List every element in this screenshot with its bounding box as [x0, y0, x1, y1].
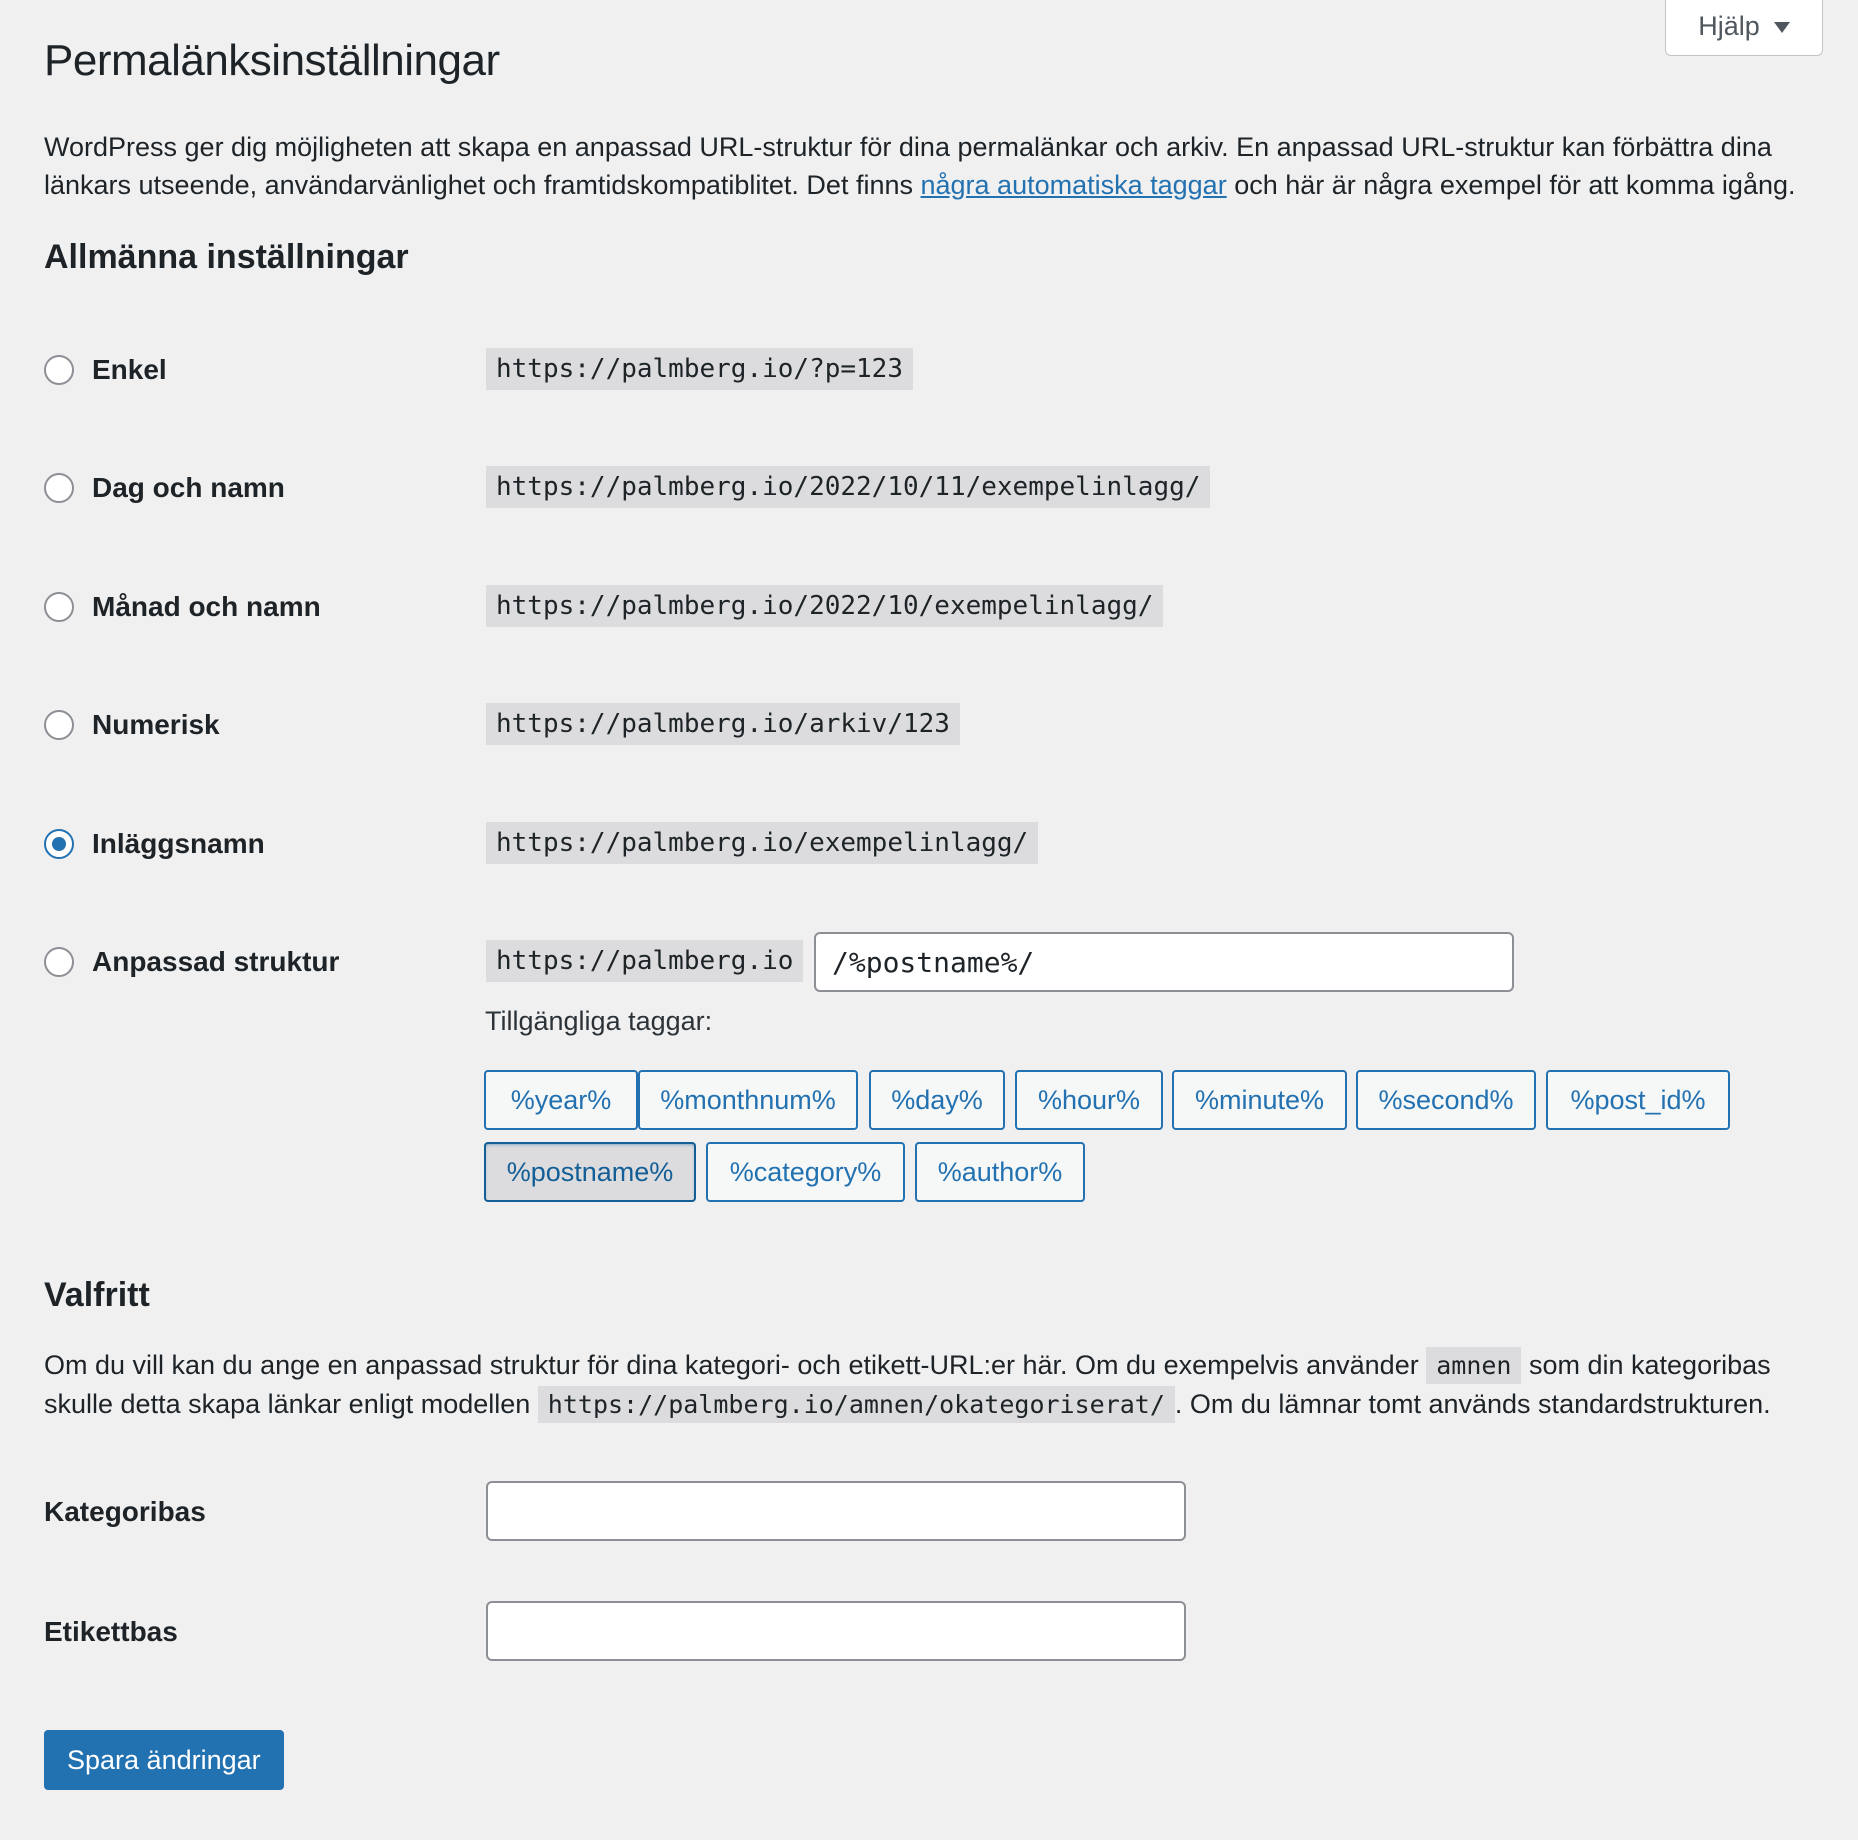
example-category-url: https://palmberg.io/amnen/okategoriserat/	[538, 1386, 1175, 1423]
general-settings-heading: Allmänna inställningar	[44, 238, 409, 276]
option-row-post-name	[44, 824, 265, 864]
option-row-custom	[44, 942, 339, 982]
intro-text	[44, 128, 1834, 204]
tag-button-day[interactable]: %day%	[869, 1070, 1005, 1130]
intro-text-part: och här är några exempel för att komma igång.	[1226, 170, 1796, 200]
category-base-label: Kategoribas	[44, 1496, 206, 1527]
optional-description	[44, 1346, 1834, 1424]
tag-button-postname[interactable]: %postname%	[484, 1142, 696, 1202]
tag-button-minute[interactable]: %minute%	[1172, 1070, 1347, 1130]
tag-button-monthnum[interactable]: %monthnum%	[638, 1070, 858, 1130]
custom-structure-input[interactable]	[814, 932, 1514, 992]
radio-month-name[interactable]	[44, 592, 74, 622]
option-row-plain	[44, 350, 167, 390]
radio-label-month-name[interactable]: Månad och namn	[92, 591, 321, 622]
example-category-base: amnen	[1426, 1347, 1521, 1384]
optional-desc-part: . Om du lämnar tomt används standardstrukturen.	[1174, 1389, 1771, 1419]
tag-button-post-id[interactable]: %post_id%	[1546, 1070, 1730, 1130]
radio-label-plain[interactable]: Enkel	[92, 354, 167, 385]
radio-plain[interactable]	[44, 355, 74, 385]
optional-desc-part: Om du vill kan du ange en anpassad struktur för dina kategori- och etikett-URL:er här. Om du exempelvis använder	[44, 1350, 1427, 1380]
optional-heading: Valfritt	[44, 1276, 150, 1314]
radio-label-custom[interactable]: Anpassad struktur	[92, 946, 340, 977]
tag-base-input[interactable]	[486, 1601, 1186, 1661]
tag-base-label: Etikettbas	[44, 1616, 178, 1647]
help-tab-button[interactable]	[1665, 0, 1823, 56]
page-title: Permalänksinställningar	[44, 36, 500, 85]
tag-button-category[interactable]: %category%	[706, 1142, 905, 1202]
radio-selected-dot	[52, 837, 66, 851]
option-row-day-name	[44, 468, 285, 508]
option-row-month-name	[44, 587, 321, 627]
caret-down-icon	[1774, 22, 1790, 33]
radio-day-name[interactable]	[44, 473, 74, 503]
tag-button-second[interactable]: %second%	[1356, 1070, 1536, 1130]
category-base-input[interactable]	[486, 1481, 1186, 1541]
tag-button-hour[interactable]: %hour%	[1015, 1070, 1163, 1130]
example-url-post-name: https://palmberg.io/exempelinlagg/	[486, 822, 1038, 864]
custom-structure-prefix: https://palmberg.io	[486, 940, 803, 982]
example-url-month-name: https://palmberg.io/2022/10/exempelinlagg/	[486, 585, 1163, 627]
available-tags-label: Tillgängliga taggar:	[485, 1006, 713, 1036]
option-row-numeric	[44, 705, 220, 745]
example-url-plain: https://palmberg.io/?p=123	[486, 348, 913, 390]
radio-post-name[interactable]	[44, 829, 74, 859]
tag-button-year[interactable]: %year%	[484, 1070, 638, 1130]
radio-custom[interactable]	[44, 947, 74, 977]
automatic-tags-link[interactable]: några automatiska taggar	[920, 170, 1227, 200]
tag-button-author[interactable]: %author%	[915, 1142, 1085, 1202]
radio-label-numeric[interactable]: Numerisk	[92, 709, 220, 740]
radio-label-post-name[interactable]: Inläggsnamn	[92, 828, 265, 859]
radio-numeric[interactable]	[44, 710, 74, 740]
save-changes-button[interactable]: Spara ändringar	[44, 1730, 284, 1790]
help-label: Hjälp	[1698, 11, 1760, 41]
optional-desc-part: som din kategoribas skulle detta skapa länkar enligt modellen	[44, 1350, 1771, 1419]
intro-text-part: WordPress ger dig möjligheten att skapa en anpassad URL-struktur för dina permalänkar och arkiv. En anpassad URL-struktur kan förbättra dina länkars utseende, användarvänlighet och framtidskompatiblitet. Det finns	[44, 132, 1772, 200]
example-url-numeric: https://palmberg.io/arkiv/123	[486, 703, 960, 745]
example-url-day-name: https://palmberg.io/2022/10/11/exempelinlagg/	[486, 466, 1210, 508]
radio-label-day-name[interactable]: Dag och namn	[92, 472, 285, 503]
